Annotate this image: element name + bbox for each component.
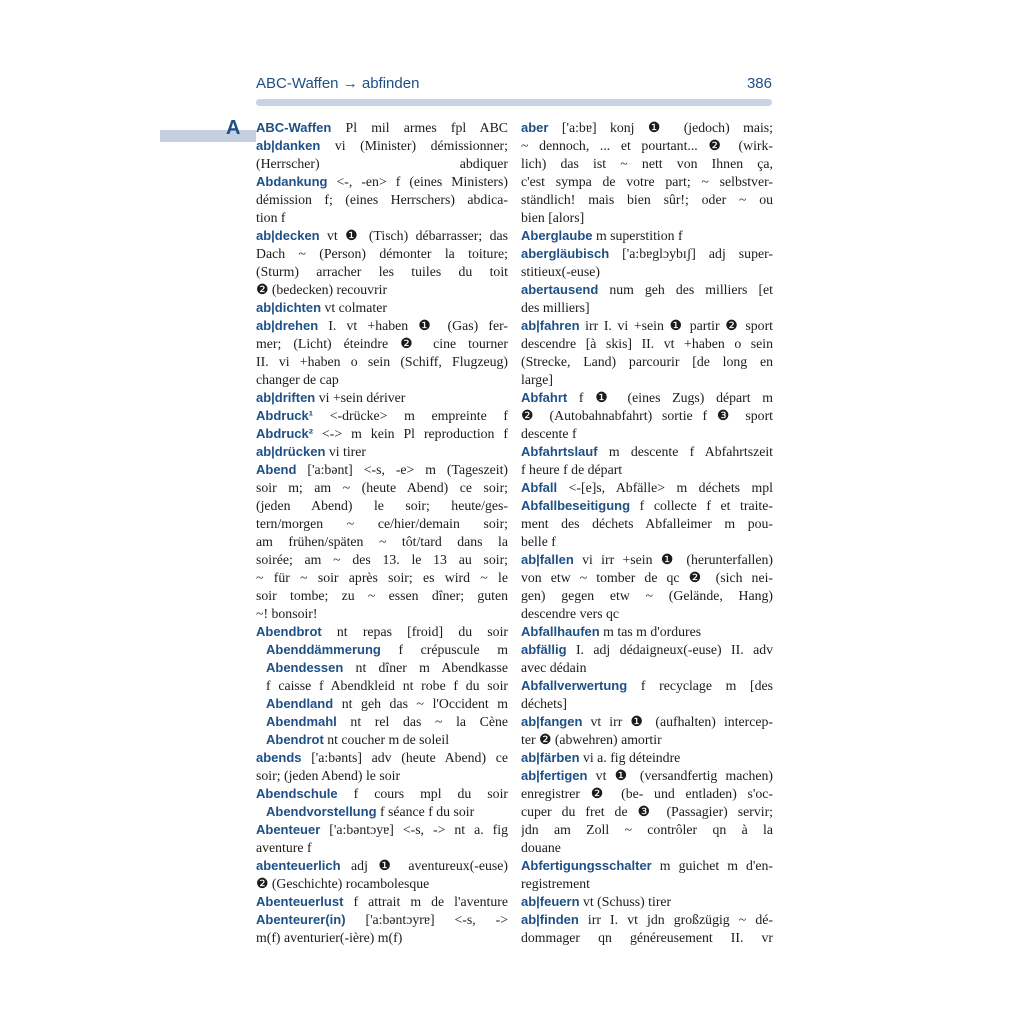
entry-text: vi +sein dériver	[315, 390, 406, 405]
continuation-line	[521, 263, 773, 281]
entry-line	[256, 443, 508, 461]
entry-line	[521, 443, 773, 461]
continuation-line	[256, 245, 508, 263]
entry-line	[256, 119, 508, 137]
continuation-line	[521, 335, 773, 353]
entry-text: cuper du fret de ❸ (Passagier) servir;	[521, 804, 773, 819]
headword: Abendvorstellung	[266, 804, 377, 819]
entry-line	[256, 389, 508, 407]
headword: Abfallbeseitigung	[521, 498, 631, 513]
entry-text: belle f	[521, 534, 556, 549]
entry-text: m superstition f	[592, 228, 683, 243]
headword: ab|dichten	[256, 300, 322, 315]
entry-line	[256, 695, 508, 713]
entry-text: ['a:bɐglɔybɪʃ] adj super-	[609, 246, 773, 261]
entry-text: c'est sympa de votre part; ~ selbstver-	[521, 174, 773, 189]
entry-text: nt rel das ~ la Cène	[336, 714, 508, 729]
continuation-line	[521, 929, 773, 947]
entry-text: f cours mpl du soir	[337, 786, 508, 801]
entry-text: vi tirer	[325, 444, 366, 459]
entry-text: <-[e]s, Abfälle> m déchets mpl	[557, 480, 773, 495]
entry-text: vt ❶ (Tisch) débarrasser; das	[319, 228, 508, 243]
entry-line	[521, 281, 773, 299]
headword: Abend	[256, 462, 297, 477]
entry-text: f séance f du soir	[376, 804, 475, 819]
continuation-line	[521, 569, 773, 587]
entry-line	[521, 479, 773, 497]
entry-text: vi (Minister) démissionner;	[320, 138, 508, 153]
headword: Abenteurer(in)	[256, 912, 346, 927]
entry-line	[256, 227, 508, 245]
continuation-line	[256, 155, 508, 173]
entry-text: f collecte f et traite-	[630, 498, 773, 513]
entry-text: Dach ~ (Person) démonter la toiture;	[256, 246, 508, 261]
entry-text: f caisse f Abendkleid nt robe f du soir	[266, 678, 508, 693]
entry-text: <-, -en> f (eines Ministers)	[327, 174, 508, 189]
entry-text: tion f	[256, 210, 286, 225]
entry-text: soir tombe; zu ~ essen dîner; guten	[256, 588, 508, 603]
entry-line	[256, 299, 508, 317]
entry-text: tern/morgen ~ ce/hier/demain soir;	[256, 516, 508, 531]
continuation-line	[521, 875, 773, 893]
continuation-line	[256, 371, 508, 389]
continuation-line	[521, 587, 773, 605]
entry-text: des milliers]	[521, 300, 590, 315]
entry-text: am frühen/späten ~ tôt/tard dans la	[256, 534, 508, 549]
thumb-index-tab	[160, 130, 256, 142]
entry-text: irr I. vi +sein ❶ partir ❷ sport	[579, 318, 773, 333]
right-column	[521, 119, 773, 947]
headword: Abenteuer	[256, 822, 321, 837]
continuation-line	[256, 587, 508, 605]
continuation-line	[256, 605, 508, 623]
continuation-line	[521, 461, 773, 479]
headword: ab|decken	[256, 228, 320, 243]
entry-text: aventure f	[256, 840, 312, 855]
entry-line	[256, 425, 508, 443]
entry-text: mer; (Licht) éteindre ❷ cine tourner	[256, 336, 508, 351]
continuation-line	[256, 677, 508, 695]
entry-text: von etw ~ tomber de qc ❷ (sich nei-	[521, 570, 773, 585]
guide-words: ABC-Waffen → abfinden	[256, 75, 420, 92]
entry-text: ~ dennoch, ... et pourtant... ❷ (wirk-	[521, 138, 773, 153]
continuation-line	[256, 515, 508, 533]
entry-text: m tas m d'ordures	[599, 624, 702, 639]
entry-text: f recyclage m [des	[627, 678, 773, 693]
entry-text: ❷ (bedecken) recouvrir	[256, 282, 388, 297]
entry-text: vt colmater	[321, 300, 387, 315]
entry-text: f ❶ (eines Zugs) départ m	[567, 390, 773, 405]
entry-text: (Strecke, Land) parcourir [de long en	[521, 354, 773, 369]
entry-text: ment des déchets Abfalleimer m pou-	[521, 516, 773, 531]
entry-text: <-drücke> m empreinte f	[313, 408, 508, 423]
entry-line	[256, 623, 508, 641]
entry-text: ~ für ~ soir après soir; es wird ~ le	[256, 570, 508, 585]
entry-text: ter ❷ (abwehren) amortir	[521, 732, 662, 747]
continuation-line	[521, 695, 773, 713]
entry-text: nt geh das ~ l'Occident m	[333, 696, 508, 711]
headword: Abenddämmerung	[266, 642, 381, 657]
headword: ab|fertigen	[521, 768, 588, 783]
entry-text: nt repas [froid] du soir	[321, 624, 508, 639]
entry-text: Pl mil armes fpl ABC	[331, 120, 508, 135]
continuation-line	[521, 407, 773, 425]
continuation-line	[521, 353, 773, 371]
headword: aber	[521, 120, 549, 135]
headword: Abfahrt	[521, 390, 568, 405]
entry-text: soir; (jeden Abend) le soir	[256, 768, 401, 783]
entry-text: f crépuscule m	[380, 642, 508, 657]
headword: Aberglaube	[521, 228, 593, 243]
continuation-line	[256, 479, 508, 497]
entry-text: nt coucher m de soleil	[323, 732, 450, 747]
continuation-line	[521, 821, 773, 839]
left-column	[256, 119, 508, 947]
entry-line	[521, 767, 773, 785]
continuation-line	[521, 515, 773, 533]
entry-text: registrement	[521, 876, 590, 891]
section-letter: A	[226, 117, 241, 139]
entry-text: descente f	[521, 426, 577, 441]
entry-text: f attrait m de l'aventure	[343, 894, 508, 909]
continuation-line	[256, 209, 508, 227]
entry-line	[256, 821, 508, 839]
entry-line	[521, 911, 773, 929]
headword: ab|finden	[521, 912, 579, 927]
entry-text: ['a:bənt] <-s, -e> m (Tageszeit)	[296, 462, 508, 477]
continuation-line	[521, 731, 773, 749]
entry-text: bien [alors]	[521, 210, 585, 225]
entry-text: changer de cap	[256, 372, 339, 387]
continuation-line	[521, 209, 773, 227]
continuation-line	[521, 839, 773, 857]
continuation-line	[256, 335, 508, 353]
entry-text: jdn am Zoll ~ contrôler qn à la	[521, 822, 773, 837]
headword: Abfertigungsschalter	[521, 858, 652, 873]
entry-line	[256, 731, 508, 749]
headword: ab|driften	[256, 390, 316, 405]
headword: Abfallverwertung	[521, 678, 628, 693]
entry-line	[521, 389, 773, 407]
entry-text: ❷ (Autobahnabfahrt) sortie f ❸ sport	[521, 408, 773, 423]
headword: Abfahrtslauf	[521, 444, 598, 459]
entry-line	[256, 641, 508, 659]
continuation-line	[521, 533, 773, 551]
continuation-line	[521, 659, 773, 677]
entry-text: m descente f Abfahrtszeit	[597, 444, 773, 459]
entry-line	[521, 641, 773, 659]
continuation-line	[521, 425, 773, 443]
headword: Abendland	[266, 696, 334, 711]
entry-line	[256, 713, 508, 731]
headword: abends	[256, 750, 302, 765]
continuation-line	[521, 191, 773, 209]
headword: Abendessen	[266, 660, 344, 675]
entry-text: démission f; (eines Herrschers) abdica-	[256, 192, 508, 207]
entry-text: dommager qn généreusement II. vr	[521, 930, 773, 945]
entry-text: soirée; am ~ des 13. le 13 au soir;	[256, 552, 508, 567]
page-number: 386	[746, 75, 772, 92]
headword: ABC-Waffen	[256, 120, 332, 135]
headword: ab|feuern	[521, 894, 580, 909]
headword: Abdruck¹	[256, 408, 314, 423]
headword: abertausend	[521, 282, 599, 297]
continuation-line	[521, 155, 773, 173]
entry-line	[256, 803, 508, 821]
continuation-line	[521, 605, 773, 623]
entry-text: irr I. vt jdn großzügig ~ dé-	[578, 912, 773, 927]
entry-text: ['a:bəntɔyrɐ] <-s, ->	[345, 912, 508, 927]
headword: ab|färben	[521, 750, 580, 765]
headword: ab|fahren	[521, 318, 580, 333]
entry-line	[256, 317, 508, 335]
continuation-line	[521, 137, 773, 155]
entry-text: ['a:bəntɔyɐ] <-s, -> nt a. fig	[320, 822, 508, 837]
entry-line	[256, 461, 508, 479]
entry-text: soir m; am ~ (heute Abend) ce soir;	[256, 480, 508, 495]
entry-text: I. vt +haben ❶ (Gas) fer-	[318, 318, 508, 333]
entry-line	[256, 857, 508, 875]
entry-text: descendre vers qc	[521, 606, 620, 621]
entry-text: <-> m kein Pl reproduction f	[313, 426, 508, 441]
entry-text: vt irr ❶ (aufhalten) intercep-	[582, 714, 773, 729]
entry-line	[256, 173, 508, 191]
entry-text: vi a. fig déteindre	[579, 750, 681, 765]
headword: ab|fallen	[521, 552, 574, 567]
continuation-line	[521, 173, 773, 191]
continuation-line	[256, 551, 508, 569]
entry-line	[521, 551, 773, 569]
entry-text: (Herrscher) abdiquer	[256, 156, 508, 171]
entry-line	[256, 785, 508, 803]
entry-line	[256, 407, 508, 425]
entry-text: m guichet m d'en-	[651, 858, 773, 873]
entry-line	[521, 497, 773, 515]
entry-text: (Sturm) arracher les tuiles du toit	[256, 264, 508, 279]
entry-text: m(f) aventurier(-ière) m(f)	[256, 930, 403, 945]
entry-text: large]	[521, 372, 553, 387]
entry-text: descendre [à skis] II. vt +haben o sein	[521, 336, 773, 351]
entry-text: I. adj dédaigneux(-euse) II. adv	[566, 642, 773, 657]
continuation-line	[256, 263, 508, 281]
entry-line	[256, 911, 508, 929]
headword: Abfall	[521, 480, 558, 495]
entry-text: ['a:bənts] adv (heute Abend) ce	[301, 750, 508, 765]
entry-text: (jeden Abend) le soir; heute/ges-	[256, 498, 508, 513]
entry-text: ['a:bɐ] konj ❶ (jedoch) mais;	[548, 120, 773, 135]
headword: Abdruck²	[256, 426, 314, 441]
entry-text: nt dîner m Abendkasse	[343, 660, 508, 675]
continuation-line	[521, 803, 773, 821]
entry-text: avec dédain	[521, 660, 587, 675]
continuation-line	[521, 785, 773, 803]
continuation-line	[256, 497, 508, 515]
entry-text: vt (Schuss) tirer	[579, 894, 672, 909]
entry-line	[521, 119, 773, 137]
headword: abenteuerlich	[256, 858, 341, 873]
entry-line	[256, 659, 508, 677]
headword: abfällig	[521, 642, 567, 657]
headword: ab|fangen	[521, 714, 583, 729]
continuation-line	[521, 371, 773, 389]
entry-line	[256, 137, 508, 155]
entry-text: ständlich! mais bien sûr!; oder ~ ou	[521, 192, 773, 207]
entry-text: vt ❶ (versandfertig machen)	[587, 768, 773, 783]
headword: Abenteuerlust	[256, 894, 344, 909]
entry-text: douane	[521, 840, 561, 855]
entry-text: stitieux(-euse)	[521, 264, 600, 279]
entry-text: ❷ (Geschichte) rocambolesque	[256, 876, 430, 891]
entry-text: gen) gegen etw ~ (Gelände, Hang)	[521, 588, 773, 603]
entry-line	[521, 623, 773, 641]
entry-text: vi irr +sein ❶ (herunterfallen)	[573, 552, 773, 567]
headword: Abendmahl	[266, 714, 337, 729]
headword: Abendschule	[256, 786, 338, 801]
entry-text: num geh des milliers [et	[598, 282, 773, 297]
entry-text: lich) das ist ~ nett von Ihnen ça,	[521, 156, 773, 171]
headword: Abendrot	[266, 732, 324, 747]
headword: Abfallhaufen	[521, 624, 600, 639]
entry-text: ~! bonsoir!	[256, 606, 318, 621]
entry-text: f heure f de départ	[521, 462, 623, 477]
header-rule	[256, 99, 772, 106]
entry-line	[521, 245, 773, 263]
entry-line	[521, 857, 773, 875]
continuation-line	[256, 191, 508, 209]
entry-line	[521, 749, 773, 767]
continuation-line	[256, 875, 508, 893]
continuation-line	[521, 299, 773, 317]
headword: abergläubisch	[521, 246, 610, 261]
headword: ab|danken	[256, 138, 321, 153]
headword: ab|drehen	[256, 318, 319, 333]
headword: Abdankung	[256, 174, 328, 189]
continuation-line	[256, 533, 508, 551]
entry-line	[521, 893, 773, 911]
continuation-line	[256, 569, 508, 587]
entry-line	[521, 317, 773, 335]
continuation-line	[256, 839, 508, 857]
entry-line	[521, 227, 773, 245]
continuation-line	[256, 353, 508, 371]
headword: Abendbrot	[256, 624, 322, 639]
entry-line	[256, 749, 508, 767]
running-header	[256, 74, 772, 96]
headword: ab|drücken	[256, 444, 326, 459]
entry-text: adj ❶ aventureux(-euse)	[340, 858, 508, 873]
continuation-line	[256, 767, 508, 785]
entry-line	[521, 713, 773, 731]
entry-text: enregistrer ❷ (be- und entladen) s'oc-	[521, 786, 773, 801]
entry-text: déchets]	[521, 696, 567, 711]
continuation-line	[256, 281, 508, 299]
entry-line	[521, 677, 773, 695]
continuation-line	[256, 929, 508, 947]
entry-text: II. vi +haben o sein (Schiff, Flugzeug)	[256, 354, 508, 369]
entry-line	[256, 893, 508, 911]
